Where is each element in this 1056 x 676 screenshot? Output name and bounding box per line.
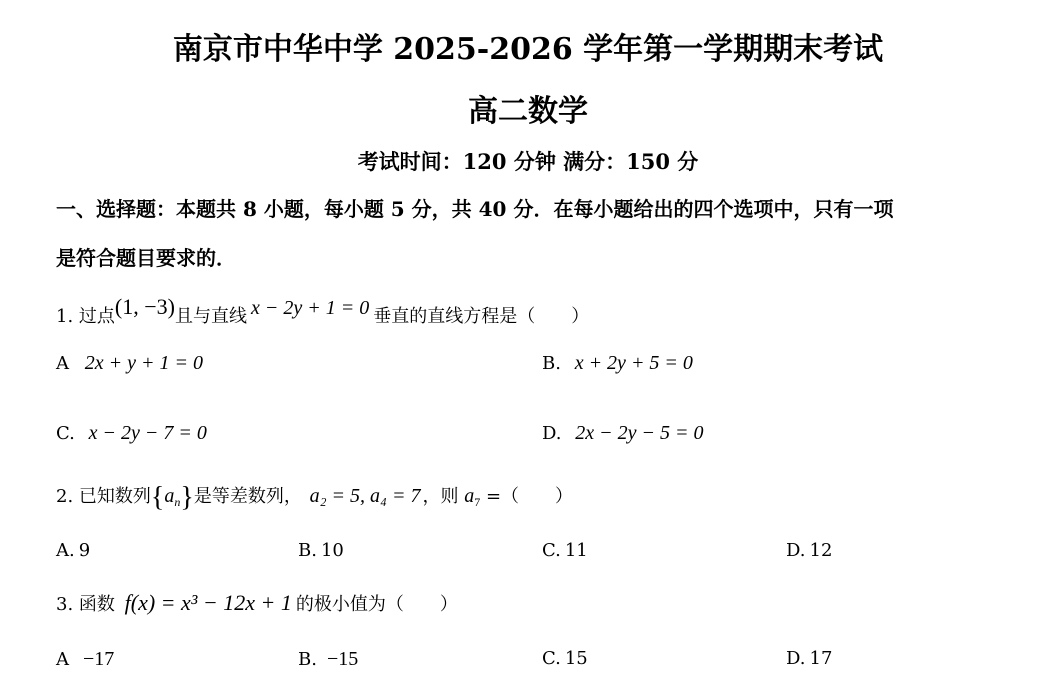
option-label: A: [56, 353, 69, 374]
option-label: B.: [298, 540, 317, 561]
question-text: =（ ）: [485, 486, 574, 507]
target-term: $a_7$: [464, 485, 481, 509]
exam-title: 南京市中华中学 2025-2026 学年第一学期期末考试: [172, 32, 884, 67]
sequence-brace-close: }: [180, 482, 194, 513]
option-d: [786, 540, 832, 561]
option-value: 15: [564, 648, 588, 669]
option-b: [298, 540, 344, 561]
line-formula: x − 2y + 1 = 0: [250, 297, 370, 319]
option-value: −15: [326, 648, 359, 670]
question-2: [56, 482, 573, 514]
option-label: C.: [542, 540, 561, 561]
section-heading-line1: 一、选择题：本题共 8 小题，每小题 5 分，共 40 分．在每小题给出的四个选项中，只有一项: [56, 197, 894, 221]
option-label: D.: [542, 423, 562, 444]
option-value: 11: [564, 540, 588, 561]
question-text: 的极小值为（ ）: [295, 594, 458, 615]
question-number: 1.: [56, 306, 74, 327]
option-a: [56, 648, 114, 671]
question-text: 过点: [78, 306, 115, 327]
option-value: −17: [83, 648, 115, 670]
option-value: 10: [320, 540, 344, 561]
option-label: B.: [542, 353, 561, 374]
option-a: [56, 540, 90, 561]
option-d: [786, 648, 832, 669]
option-value: 17: [809, 648, 833, 669]
option-label: A: [56, 649, 69, 670]
question-text: ，则: [422, 486, 459, 507]
question-3: [56, 590, 458, 616]
question-text: 垂直的直线方程是（ ）: [373, 306, 590, 327]
option-formula: x + 2y + 5 = 0: [574, 352, 693, 374]
question-text: 是等差数列，: [193, 486, 302, 507]
question-text: 函数: [78, 594, 115, 615]
subject-title: 高二数学: [468, 94, 588, 129]
option-d: [542, 422, 704, 445]
question-1: [56, 294, 590, 328]
question-text: 且与直线: [174, 306, 247, 327]
option-c: [542, 648, 588, 669]
question-number: 3.: [56, 594, 74, 615]
option-b: [542, 352, 693, 375]
option-a: [56, 352, 203, 375]
point-formula: (1, −3): [114, 294, 175, 319]
option-value: 9: [78, 540, 91, 561]
option-formula: 2x + y + 1 = 0: [84, 352, 203, 374]
sequence-brace-open: {: [150, 482, 165, 513]
option-label: B.: [298, 649, 317, 670]
option-formula: x − 2y − 7 = 0: [88, 422, 207, 444]
function-formula: f(x) = x³ − 12x + 1: [124, 590, 292, 615]
question-text: 已知数列: [78, 486, 151, 507]
option-value: 12: [809, 540, 833, 561]
option-label: D.: [786, 540, 806, 561]
option-formula: 2x − 2y − 5 = 0: [575, 422, 704, 444]
condition-formula: a₂ = 5, a₄ = 7: [309, 485, 421, 507]
option-c: [56, 422, 207, 445]
option-label: D.: [786, 648, 806, 669]
section-heading-line2: 是符合题目要求的．: [56, 246, 236, 270]
option-b: [298, 648, 358, 671]
option-c: [542, 540, 588, 561]
exam-info: 考试时间：120 分钟 满分：150 分: [357, 149, 699, 174]
option-label: C.: [56, 423, 75, 444]
sequence-term: $a_n$: [164, 485, 181, 509]
option-label: A.: [56, 540, 75, 561]
option-label: C.: [542, 648, 561, 669]
question-number: 2.: [56, 486, 74, 507]
